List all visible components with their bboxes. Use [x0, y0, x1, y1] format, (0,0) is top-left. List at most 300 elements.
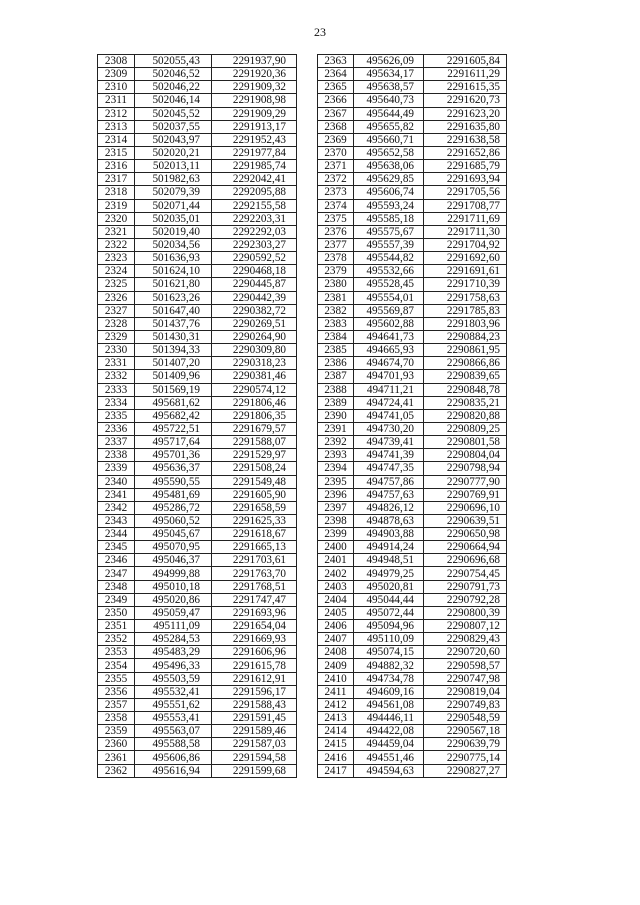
y-coordinate-cell: 2291692,60 — [424, 252, 507, 265]
table-row — [98, 449, 297, 462]
x-coordinate-cell: 494641,73 — [354, 330, 424, 343]
x-coordinate-cell: 494422,08 — [354, 725, 424, 738]
table-row — [318, 567, 507, 580]
table-row — [98, 291, 297, 304]
y-coordinate-cell: 2290442,39 — [212, 291, 297, 304]
point-number-cell: 2310 — [98, 81, 135, 94]
table-row — [98, 764, 297, 777]
table-row — [98, 672, 297, 685]
y-coordinate-cell: 2291635,80 — [424, 120, 507, 133]
x-coordinate-cell: 494757,86 — [354, 475, 424, 488]
x-coordinate-cell: 494665,93 — [354, 344, 424, 357]
x-coordinate-cell: 495640,73 — [354, 94, 424, 107]
coordinates-table-right-body — [318, 55, 507, 778]
point-number-cell: 2317 — [98, 173, 135, 186]
point-number-cell: 2384 — [318, 330, 354, 343]
y-coordinate-cell: 2291549,48 — [212, 475, 297, 488]
point-number-cell: 2377 — [318, 238, 354, 251]
y-coordinate-cell: 2290792,28 — [424, 593, 507, 606]
table-row — [98, 186, 297, 199]
y-coordinate-cell: 2291612,91 — [212, 672, 297, 685]
point-number-cell: 2354 — [98, 659, 135, 672]
y-coordinate-cell: 2290318,23 — [212, 357, 297, 370]
x-coordinate-cell: 495636,37 — [135, 462, 212, 475]
y-coordinate-cell: 2290574,12 — [212, 383, 297, 396]
y-coordinate-cell: 2291985,74 — [212, 160, 297, 173]
point-number-cell: 2363 — [318, 55, 354, 68]
table-row — [318, 252, 507, 265]
x-coordinate-cell: 495629,85 — [354, 173, 424, 186]
point-number-cell: 2400 — [318, 541, 354, 554]
y-coordinate-cell: 2291665,13 — [212, 541, 297, 554]
table-row — [318, 541, 507, 554]
point-number-cell: 2403 — [318, 580, 354, 593]
point-number-cell: 2360 — [98, 738, 135, 751]
x-coordinate-cell: 502035,01 — [135, 212, 212, 225]
x-coordinate-cell: 495111,09 — [135, 620, 212, 633]
point-number-cell: 2410 — [318, 672, 354, 685]
table-row — [318, 501, 507, 514]
point-number-cell: 2340 — [98, 475, 135, 488]
table-row — [318, 514, 507, 527]
table-row — [318, 725, 507, 738]
y-coordinate-cell: 2291710,39 — [424, 278, 507, 291]
y-coordinate-cell: 2291596,17 — [212, 685, 297, 698]
x-coordinate-cell: 494734,78 — [354, 672, 424, 685]
point-number-cell: 2378 — [318, 252, 354, 265]
y-coordinate-cell: 2290769,91 — [424, 488, 507, 501]
table-row — [98, 160, 297, 173]
y-coordinate-cell: 2290820,88 — [424, 409, 507, 422]
x-coordinate-cell: 502046,22 — [135, 81, 212, 94]
coordinates-table-left — [97, 54, 297, 778]
y-coordinate-cell: 2291908,98 — [212, 94, 297, 107]
x-coordinate-cell: 502071,44 — [135, 199, 212, 212]
point-number-cell: 2390 — [318, 409, 354, 422]
table-row — [318, 554, 507, 567]
x-coordinate-cell: 495551,62 — [135, 698, 212, 711]
table-row — [98, 541, 297, 554]
y-coordinate-cell: 2291806,35 — [212, 409, 297, 422]
x-coordinate-cell: 494730,20 — [354, 422, 424, 435]
x-coordinate-cell: 495044,44 — [354, 593, 424, 606]
x-coordinate-cell: 495701,36 — [135, 449, 212, 462]
point-number-cell: 2319 — [98, 199, 135, 212]
x-coordinate-cell: 494561,08 — [354, 698, 424, 711]
point-number-cell: 2401 — [318, 554, 354, 567]
x-coordinate-cell: 495059,47 — [135, 606, 212, 619]
x-coordinate-cell: 495563,07 — [135, 725, 212, 738]
y-coordinate-cell: 2290269,51 — [212, 317, 297, 330]
y-coordinate-cell: 2291685,79 — [424, 160, 507, 173]
table-row — [318, 68, 507, 81]
table-row — [98, 383, 297, 396]
table-row — [318, 436, 507, 449]
point-number-cell: 2367 — [318, 107, 354, 120]
y-coordinate-cell: 2290775,14 — [424, 751, 507, 764]
x-coordinate-cell: 495074,15 — [354, 646, 424, 659]
x-coordinate-cell: 495286,72 — [135, 501, 212, 514]
table-row — [98, 422, 297, 435]
x-coordinate-cell: 501407,20 — [135, 357, 212, 370]
x-coordinate-cell: 494999,88 — [135, 567, 212, 580]
x-coordinate-cell: 495284,53 — [135, 633, 212, 646]
x-coordinate-cell: 495588,58 — [135, 738, 212, 751]
x-coordinate-cell: 495532,41 — [135, 685, 212, 698]
table-row — [318, 685, 507, 698]
point-number-cell: 2343 — [98, 514, 135, 527]
point-number-cell: 2337 — [98, 436, 135, 449]
point-number-cell: 2326 — [98, 291, 135, 304]
x-coordinate-cell: 495554,01 — [354, 291, 424, 304]
point-number-cell: 2349 — [98, 593, 135, 606]
point-number-cell: 2408 — [318, 646, 354, 659]
x-coordinate-cell: 495483,29 — [135, 646, 212, 659]
point-number-cell: 2398 — [318, 514, 354, 527]
table-row — [318, 199, 507, 212]
y-coordinate-cell: 2291652,86 — [424, 146, 507, 159]
x-coordinate-cell: 495072,44 — [354, 606, 424, 619]
x-coordinate-cell: 502046,14 — [135, 94, 212, 107]
x-coordinate-cell: 495496,33 — [135, 659, 212, 672]
x-coordinate-cell: 502079,39 — [135, 186, 212, 199]
x-coordinate-cell: 501430,31 — [135, 330, 212, 343]
table-row — [98, 567, 297, 580]
y-coordinate-cell: 2291806,46 — [212, 396, 297, 409]
y-coordinate-cell: 2291952,43 — [212, 133, 297, 146]
point-number-cell: 2324 — [98, 265, 135, 278]
table-row — [318, 528, 507, 541]
x-coordinate-cell: 494914,24 — [354, 541, 424, 554]
table-row — [318, 94, 507, 107]
point-number-cell: 2329 — [98, 330, 135, 343]
x-coordinate-cell: 495722,51 — [135, 422, 212, 435]
y-coordinate-cell: 2291594,58 — [212, 751, 297, 764]
point-number-cell: 2347 — [98, 567, 135, 580]
point-number-cell: 2369 — [318, 133, 354, 146]
x-coordinate-cell: 501623,26 — [135, 291, 212, 304]
point-number-cell: 2338 — [98, 449, 135, 462]
point-number-cell: 2346 — [98, 554, 135, 567]
y-coordinate-cell: 2291625,33 — [212, 514, 297, 527]
y-coordinate-cell: 2291693,94 — [424, 173, 507, 186]
x-coordinate-cell: 494878,63 — [354, 514, 424, 527]
x-coordinate-cell: 502013,11 — [135, 160, 212, 173]
point-number-cell: 2311 — [98, 94, 135, 107]
y-coordinate-cell: 2290639,51 — [424, 514, 507, 527]
x-coordinate-cell: 494724,41 — [354, 396, 424, 409]
point-number-cell: 2365 — [318, 81, 354, 94]
y-coordinate-cell: 2291704,92 — [424, 238, 507, 251]
x-coordinate-cell: 495070,95 — [135, 541, 212, 554]
y-coordinate-cell: 2290819,04 — [424, 685, 507, 698]
x-coordinate-cell: 501636,93 — [135, 252, 212, 265]
y-coordinate-cell: 2291691,61 — [424, 265, 507, 278]
x-coordinate-cell: 495020,86 — [135, 593, 212, 606]
y-coordinate-cell: 2291638,58 — [424, 133, 507, 146]
y-coordinate-cell: 2291768,51 — [212, 580, 297, 593]
table-row — [98, 514, 297, 527]
point-number-cell: 2411 — [318, 685, 354, 698]
table-row — [98, 646, 297, 659]
table-row — [318, 265, 507, 278]
table-row — [98, 751, 297, 764]
point-number-cell: 2357 — [98, 698, 135, 711]
point-number-cell: 2395 — [318, 475, 354, 488]
table-row — [318, 278, 507, 291]
table-row — [98, 133, 297, 146]
point-number-cell: 2392 — [318, 436, 354, 449]
y-coordinate-cell: 2290696,10 — [424, 501, 507, 514]
x-coordinate-cell: 495634,17 — [354, 68, 424, 81]
table-row — [318, 225, 507, 238]
y-coordinate-cell: 2290382,72 — [212, 304, 297, 317]
point-number-cell: 2334 — [98, 396, 135, 409]
point-number-cell: 2385 — [318, 344, 354, 357]
coordinates-table-right — [317, 54, 507, 778]
point-number-cell: 2339 — [98, 462, 135, 475]
y-coordinate-cell: 2291669,93 — [212, 633, 297, 646]
y-coordinate-cell: 2290884,23 — [424, 330, 507, 343]
y-coordinate-cell: 2290468,18 — [212, 265, 297, 278]
point-number-cell: 2389 — [318, 396, 354, 409]
point-number-cell: 2386 — [318, 357, 354, 370]
x-coordinate-cell: 495532,66 — [354, 265, 424, 278]
point-number-cell: 2341 — [98, 488, 135, 501]
y-coordinate-cell: 2291937,90 — [212, 55, 297, 68]
point-number-cell: 2381 — [318, 291, 354, 304]
table-row — [318, 344, 507, 357]
y-coordinate-cell: 2290309,80 — [212, 344, 297, 357]
table-row — [98, 212, 297, 225]
x-coordinate-cell: 495626,09 — [354, 55, 424, 68]
point-number-cell: 2322 — [98, 238, 135, 251]
table-row — [98, 357, 297, 370]
x-coordinate-cell: 495606,86 — [135, 751, 212, 764]
table-row — [98, 252, 297, 265]
table-row — [98, 475, 297, 488]
table-row — [318, 462, 507, 475]
point-number-cell: 2345 — [98, 541, 135, 554]
x-coordinate-cell: 495655,82 — [354, 120, 424, 133]
table-row — [318, 146, 507, 159]
table-row — [98, 265, 297, 278]
point-number-cell: 2405 — [318, 606, 354, 619]
point-number-cell: 2412 — [318, 698, 354, 711]
point-number-cell: 2315 — [98, 146, 135, 159]
x-coordinate-cell: 495060,52 — [135, 514, 212, 527]
x-coordinate-cell: 494551,46 — [354, 751, 424, 764]
point-number-cell: 2379 — [318, 265, 354, 278]
x-coordinate-cell: 494446,11 — [354, 712, 424, 725]
point-number-cell: 2320 — [98, 212, 135, 225]
point-number-cell: 2414 — [318, 725, 354, 738]
table-row — [98, 501, 297, 514]
y-coordinate-cell: 2290809,25 — [424, 422, 507, 435]
y-coordinate-cell: 2291711,30 — [424, 225, 507, 238]
y-coordinate-cell: 2292292,03 — [212, 225, 297, 238]
y-coordinate-cell: 2290598,57 — [424, 659, 507, 672]
point-number-cell: 2314 — [98, 133, 135, 146]
y-coordinate-cell: 2290827,27 — [424, 764, 507, 777]
table-row — [318, 593, 507, 606]
table-row — [98, 344, 297, 357]
y-coordinate-cell: 2291620,73 — [424, 94, 507, 107]
y-coordinate-cell: 2291920,36 — [212, 68, 297, 81]
x-coordinate-cell: 495569,87 — [354, 304, 424, 317]
point-number-cell: 2333 — [98, 383, 135, 396]
y-coordinate-cell: 2292095,88 — [212, 186, 297, 199]
x-coordinate-cell: 495638,57 — [354, 81, 424, 94]
x-coordinate-cell: 495593,24 — [354, 199, 424, 212]
table-row — [98, 278, 297, 291]
y-coordinate-cell: 2291705,56 — [424, 186, 507, 199]
y-coordinate-cell: 2291618,67 — [212, 528, 297, 541]
table-row — [98, 146, 297, 159]
y-coordinate-cell: 2291977,84 — [212, 146, 297, 159]
table-row — [98, 488, 297, 501]
x-coordinate-cell: 494741,05 — [354, 409, 424, 422]
table-row — [318, 646, 507, 659]
x-coordinate-cell: 494711,21 — [354, 383, 424, 396]
point-number-cell: 2313 — [98, 120, 135, 133]
y-coordinate-cell: 2290804,04 — [424, 449, 507, 462]
y-coordinate-cell: 2290866,86 — [424, 357, 507, 370]
x-coordinate-cell: 495606,74 — [354, 186, 424, 199]
point-number-cell: 2366 — [318, 94, 354, 107]
table-row — [98, 107, 297, 120]
x-coordinate-cell: 494747,35 — [354, 462, 424, 475]
y-coordinate-cell: 2290264,90 — [212, 330, 297, 343]
table-row — [98, 199, 297, 212]
table-row — [318, 764, 507, 777]
point-number-cell: 2321 — [98, 225, 135, 238]
x-coordinate-cell: 494757,63 — [354, 488, 424, 501]
point-number-cell: 2364 — [318, 68, 354, 81]
x-coordinate-cell: 494594,63 — [354, 764, 424, 777]
point-number-cell: 2361 — [98, 751, 135, 764]
point-number-cell: 2342 — [98, 501, 135, 514]
x-coordinate-cell: 494826,12 — [354, 501, 424, 514]
y-coordinate-cell: 2291909,32 — [212, 81, 297, 94]
y-coordinate-cell: 2291654,04 — [212, 620, 297, 633]
y-coordinate-cell: 2290848,78 — [424, 383, 507, 396]
x-coordinate-cell: 495602,88 — [354, 317, 424, 330]
y-coordinate-cell: 2290567,18 — [424, 725, 507, 738]
table-row — [318, 133, 507, 146]
x-coordinate-cell: 495660,71 — [354, 133, 424, 146]
y-coordinate-cell: 2290664,94 — [424, 541, 507, 554]
point-number-cell: 2375 — [318, 212, 354, 225]
x-coordinate-cell: 501409,96 — [135, 370, 212, 383]
point-number-cell: 2353 — [98, 646, 135, 659]
point-number-cell: 2380 — [318, 278, 354, 291]
point-number-cell: 2407 — [318, 633, 354, 646]
table-row — [318, 55, 507, 68]
y-coordinate-cell: 2291708,77 — [424, 199, 507, 212]
point-number-cell: 2382 — [318, 304, 354, 317]
y-coordinate-cell: 2291623,20 — [424, 107, 507, 120]
table-row — [98, 462, 297, 475]
table-row — [318, 291, 507, 304]
table-row — [318, 620, 507, 633]
y-coordinate-cell: 2292303,27 — [212, 238, 297, 251]
point-number-cell: 2373 — [318, 186, 354, 199]
point-number-cell: 2415 — [318, 738, 354, 751]
y-coordinate-cell: 2291763,70 — [212, 567, 297, 580]
point-number-cell: 2388 — [318, 383, 354, 396]
point-number-cell: 2351 — [98, 620, 135, 633]
y-coordinate-cell: 2291589,46 — [212, 725, 297, 738]
x-coordinate-cell: 494739,41 — [354, 436, 424, 449]
point-number-cell: 2331 — [98, 357, 135, 370]
table-row — [318, 712, 507, 725]
x-coordinate-cell: 502043,97 — [135, 133, 212, 146]
x-coordinate-cell: 494609,16 — [354, 685, 424, 698]
y-coordinate-cell: 2290445,87 — [212, 278, 297, 291]
table-row — [98, 633, 297, 646]
x-coordinate-cell: 502020,21 — [135, 146, 212, 159]
x-coordinate-cell: 501982,63 — [135, 173, 212, 186]
x-coordinate-cell: 495638,06 — [354, 160, 424, 173]
y-coordinate-cell: 2291747,47 — [212, 593, 297, 606]
y-coordinate-cell: 2290835,21 — [424, 396, 507, 409]
point-number-cell: 2383 — [318, 317, 354, 330]
point-number-cell: 2356 — [98, 685, 135, 698]
point-number-cell: 2368 — [318, 120, 354, 133]
y-coordinate-cell: 2290749,83 — [424, 698, 507, 711]
y-coordinate-cell: 2290639,79 — [424, 738, 507, 751]
point-number-cell: 2323 — [98, 252, 135, 265]
point-number-cell: 2318 — [98, 186, 135, 199]
x-coordinate-cell: 495544,82 — [354, 252, 424, 265]
y-coordinate-cell: 2291803,96 — [424, 317, 507, 330]
x-coordinate-cell: 494459,04 — [354, 738, 424, 751]
y-coordinate-cell: 2291591,45 — [212, 712, 297, 725]
point-number-cell: 2362 — [98, 764, 135, 777]
x-coordinate-cell: 501437,76 — [135, 317, 212, 330]
table-row — [318, 488, 507, 501]
x-coordinate-cell: 502034,56 — [135, 238, 212, 251]
y-coordinate-cell: 2291587,03 — [212, 738, 297, 751]
y-coordinate-cell: 2290861,95 — [424, 344, 507, 357]
table-row — [98, 173, 297, 186]
table-row — [98, 409, 297, 422]
table-row — [98, 317, 297, 330]
table-row — [98, 238, 297, 251]
table-row — [98, 330, 297, 343]
y-coordinate-cell: 2291913,17 — [212, 120, 297, 133]
table-row — [98, 554, 297, 567]
x-coordinate-cell: 502037,55 — [135, 120, 212, 133]
x-coordinate-cell: 495528,45 — [354, 278, 424, 291]
table-row — [318, 672, 507, 685]
x-coordinate-cell: 502055,43 — [135, 55, 212, 68]
x-coordinate-cell: 495045,67 — [135, 528, 212, 541]
x-coordinate-cell: 494903,88 — [354, 528, 424, 541]
table-row — [98, 659, 297, 672]
point-number-cell: 2327 — [98, 304, 135, 317]
x-coordinate-cell: 501394,33 — [135, 344, 212, 357]
y-coordinate-cell: 2290839,65 — [424, 370, 507, 383]
point-number-cell: 2308 — [98, 55, 135, 68]
point-number-cell: 2336 — [98, 422, 135, 435]
table-row — [98, 94, 297, 107]
point-number-cell: 2358 — [98, 712, 135, 725]
point-number-cell: 2406 — [318, 620, 354, 633]
point-number-cell: 2376 — [318, 225, 354, 238]
table-row — [318, 580, 507, 593]
